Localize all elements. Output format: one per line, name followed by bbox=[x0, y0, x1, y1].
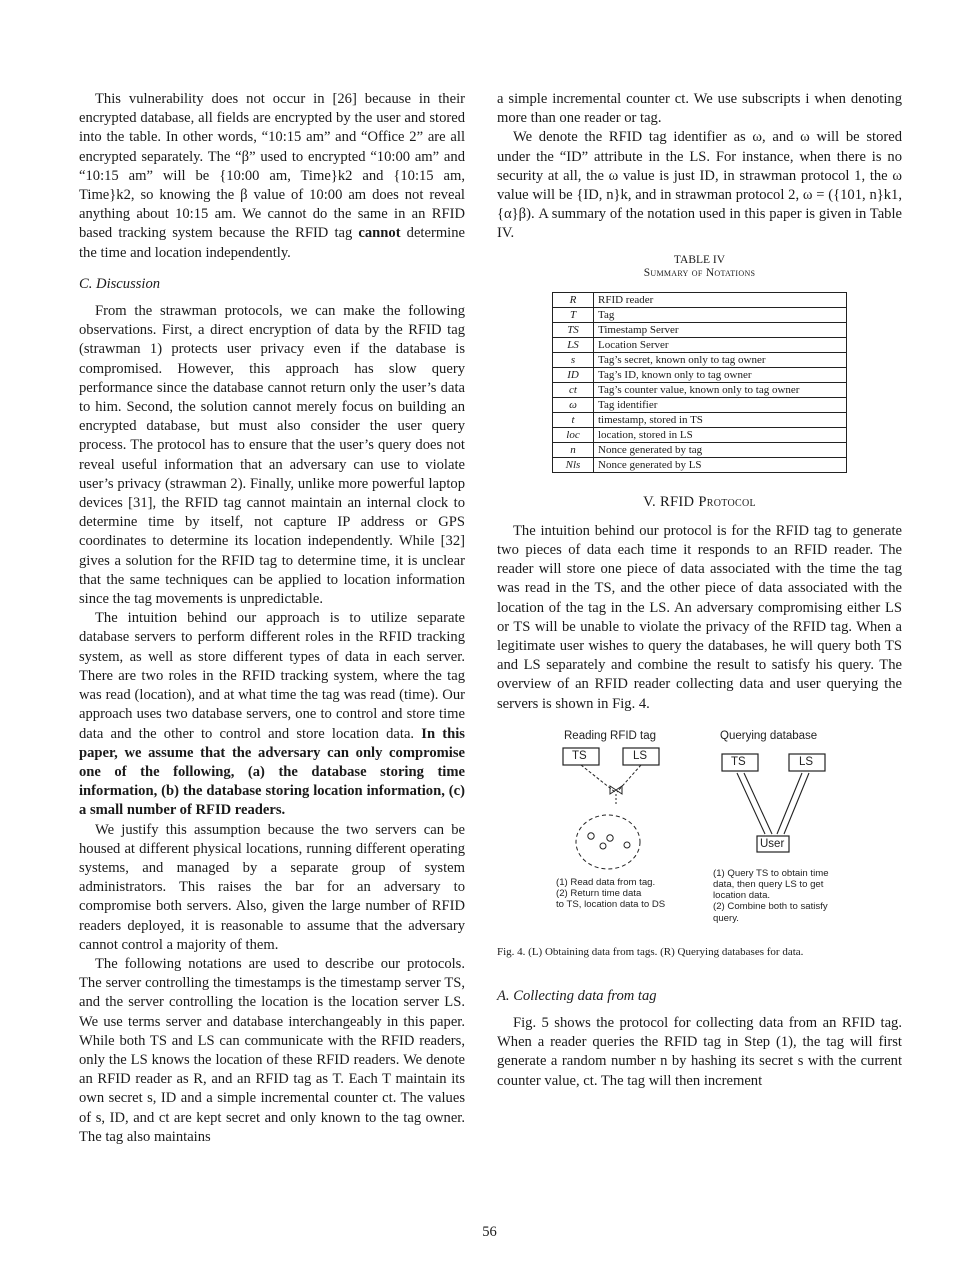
subsection-heading-collecting-data: A. Collecting data from tag bbox=[497, 987, 657, 1004]
notation-description: location, stored in LS bbox=[594, 427, 847, 442]
paragraph-text: This vulnerability does not occur in [26] because in their encrypted database, all fields are encrypted by the user and stored into the table. In other words, “10:15 am” and “Office 2” are all encrypted separately. The “β” used to encrypted “10:00 am” and “10:15 am” will be {10:00 am, Time}k2 and {10:15 am, Time}k2, so knowing the β value of 10:00 am does not reveal anything about 10:15 am. We cannot do the same in an RFID based tracking system because the RFID tag bbox=[79, 91, 465, 242]
notation-description: Nonce generated by tag bbox=[594, 442, 847, 457]
figure-left-title: Reading RFID tag bbox=[564, 729, 657, 742]
notation-symbol: loc bbox=[553, 427, 594, 442]
section-heading-discussion: C. Discussion bbox=[79, 275, 161, 292]
figure-left-notes bbox=[556, 877, 665, 911]
figure-note: query. bbox=[713, 912, 739, 924]
notation-row bbox=[553, 412, 847, 427]
paragraph-text: determine the time and location independently. bbox=[79, 225, 466, 261]
notation-description: Tag identifier bbox=[594, 397, 847, 412]
paragraph: We denote the RFID tag identifier as ω, and ω will be stored under the “ID” attribute in the LS. For instance, when there is no security at all, the ω value is just ID, in strawman protocol 1, the ω value will be {ID, n}k, and in strawman protocol 2, ω = ({101, n}k1, {α}β). A summary of the notation used in this paper is given in Table IV. bbox=[497, 129, 902, 242]
figure-note: (1) Read data from tag. bbox=[556, 876, 656, 888]
notation-description: Tag’s secret, known only to tag owner bbox=[594, 352, 847, 367]
paragraph: The following notations are used to describe our protocols. The server controlling the timestamps is the timestamp server TS, and the server controlling the location is the location server LS. We use terms server and database interchangeably in this paper. While both TS and LS can communicate with the RFID readers, only the LS knows the location of these RFID readers. We denote an RFID reader as R, and an RFID tag as T. Each T maintain its own secret s, ID and a simple incremental counter ct. The values of s, ID, and ct are kept secret and only known to the tag owner. The tag also maintains bbox=[79, 955, 465, 1145]
notation-symbol: LS bbox=[553, 337, 594, 352]
notation-row bbox=[553, 352, 847, 367]
ts-label-right: TS bbox=[731, 755, 746, 768]
notation-description: Location Server bbox=[594, 337, 847, 352]
notation-row bbox=[553, 322, 847, 337]
tag-icon bbox=[588, 833, 594, 839]
table-caption bbox=[497, 254, 902, 280]
notation-description: Tag bbox=[594, 307, 847, 322]
ts-label-left: TS bbox=[572, 749, 587, 762]
notation-description: Tag’s counter value, known only to tag owner bbox=[594, 382, 847, 397]
notation-row bbox=[553, 397, 847, 412]
notation-symbol: TS bbox=[553, 322, 594, 337]
notation-symbol: n bbox=[553, 442, 594, 457]
figure-note: location data. bbox=[713, 890, 771, 902]
figure-note: (1) Query TS to obtain time bbox=[713, 867, 829, 879]
figure-note: (2) Combine both to satisfy bbox=[713, 901, 828, 913]
notation-symbol: ID bbox=[553, 367, 594, 382]
notation-row bbox=[553, 382, 847, 397]
notation-description: Tag’s ID, known only to tag owner bbox=[594, 367, 847, 382]
paragraph bbox=[79, 609, 465, 820]
notation-symbol: ω bbox=[553, 397, 594, 412]
dashed-link bbox=[617, 765, 641, 792]
notation-symbol: s bbox=[553, 352, 594, 367]
notation-symbol: Nls bbox=[553, 457, 594, 472]
notation-symbol: R bbox=[553, 292, 594, 307]
figure-diagram bbox=[497, 728, 902, 946]
figure-note: (2) Return time data bbox=[556, 888, 642, 900]
query-link bbox=[784, 773, 809, 834]
notation-row bbox=[553, 427, 847, 442]
section-heading-rfid-protocol: V. RFID Protocol bbox=[643, 493, 756, 510]
notation-row bbox=[553, 307, 847, 322]
notation-symbol: T bbox=[553, 307, 594, 322]
notation-description: RFID reader bbox=[594, 292, 847, 307]
paragraph bbox=[79, 90, 465, 263]
notation-description: Nonce generated by LS bbox=[594, 457, 847, 472]
notation-row bbox=[553, 337, 847, 352]
query-link bbox=[737, 773, 765, 834]
notation-row bbox=[553, 292, 847, 307]
paragraph-text: The intuition behind our approach is to utilize separate database servers to perform different roles in the RFID tracking system, as well as store different types of data in each server. There are two roles in the RFID tracking system, where the tag was read (location), and at what time the tag was read (time). Our approach uses two database servers, one to control and store time data and the other to control and store location data. bbox=[79, 610, 465, 742]
paragraph: From the strawman protocols, we can make the following observations. First, a direct encryption of data by the RFID tag (strawman 1) protects user privacy even if the database is compromised. However, this approach has slow query performance since the database cannot return only the user’s data to him. Second, the solution cannot merely focus on building an encrypted database, but must also consider the user query process. The protocol has to ensure that the user’s query does not reveal useful information that an adversary can use to violate user’s privacy (strawman 2). Finally, unlike more powerful laptop devices [31], the RFID tag cannot maintain an internal clock to determine time by itself, not capture IP address or GPS coordinates to determine its location independently. While [32] gives a solution for the RFID tag to determine time, it is unclear that the same techniques can be applied to location information since the tag movements is unpredictable. bbox=[79, 303, 465, 608]
ls-label-right: LS bbox=[799, 755, 814, 768]
notation-description: Timestamp Server bbox=[594, 322, 847, 337]
notation-description: timestamp, stored in TS bbox=[594, 412, 847, 427]
paragraph: Fig. 5 shows the protocol for collecting data from an RFID tag. When a reader queries the RFID tag in Step (1), the tag will first generate a random number n by hashing its secret s with the current counter value, ct. The tag will then increment bbox=[497, 1015, 902, 1089]
ls-label-left: LS bbox=[633, 749, 648, 762]
figure-4 bbox=[497, 728, 902, 946]
reader-antenna-icon bbox=[610, 786, 622, 794]
notation-row bbox=[553, 367, 847, 382]
user-label: User bbox=[760, 837, 785, 850]
notation-table-body bbox=[553, 292, 847, 472]
query-link bbox=[777, 773, 802, 834]
bold-text: In this paper, we assume that the adversary can only compromise one of the following, (a) the database storing time information, (b) the database storing location information, (c) a small number of RFID readers. bbox=[79, 725, 465, 819]
tag-icon bbox=[624, 842, 630, 848]
figure-right-title: Querying database bbox=[720, 729, 818, 742]
notation-symbol: t bbox=[553, 412, 594, 427]
figure-note: to TS, location data to DS bbox=[556, 899, 666, 911]
figure-caption: Fig. 4. (L) Obtaining data from tags. (R) Querying databases for data. bbox=[497, 945, 804, 958]
notation-row bbox=[553, 442, 847, 457]
query-link bbox=[744, 773, 772, 834]
page-number: 56 bbox=[482, 1224, 497, 1240]
table-label: TABLE IV bbox=[673, 253, 726, 266]
table-title: Summary of Notations bbox=[643, 266, 756, 279]
left-column bbox=[79, 90, 465, 1147]
notation-row bbox=[553, 457, 847, 472]
tag-icon bbox=[600, 843, 606, 849]
notation-table bbox=[552, 292, 847, 473]
tag-area bbox=[576, 815, 640, 869]
paragraph: We justify this assumption because the two servers can be housed at different physical locations, running different operating systems, and managed by a separate group of system administrators. This raises the bar for an adversary to compromise both servers. Also, given the large number of RFID readers deployed, it is reasonable to assume that the adversary cannot control a majority of them. bbox=[79, 821, 465, 953]
figure-right-notes bbox=[713, 868, 829, 924]
tag-icon bbox=[607, 835, 613, 841]
bold-text: cannot bbox=[358, 225, 401, 242]
paragraph: The intuition behind our protocol is for the RFID tag to generate two pieces of data each time it responds to an RFID reader. The reader will store one piece of data associated with the time the tag was read in the TS, and the other piece of data associated with the location of the tag in the LS. An adversary compromising either LS or TS will be unable to violate the privacy of the RFID tag. When a legitimate user wishes to query the databases, he will query both TS and LS separately and combine the result to satisfy his query. The overview of an RFID reader collecting data and user querying the servers is shown in Fig. 4. bbox=[497, 522, 902, 712]
notation-symbol: ct bbox=[553, 382, 594, 397]
paragraph: a simple incremental counter ct. We use subscripts i when denoting more than one reader or tag. bbox=[497, 91, 902, 127]
figure-note: data, then query LS to get bbox=[713, 879, 824, 891]
right-column bbox=[497, 90, 902, 1091]
